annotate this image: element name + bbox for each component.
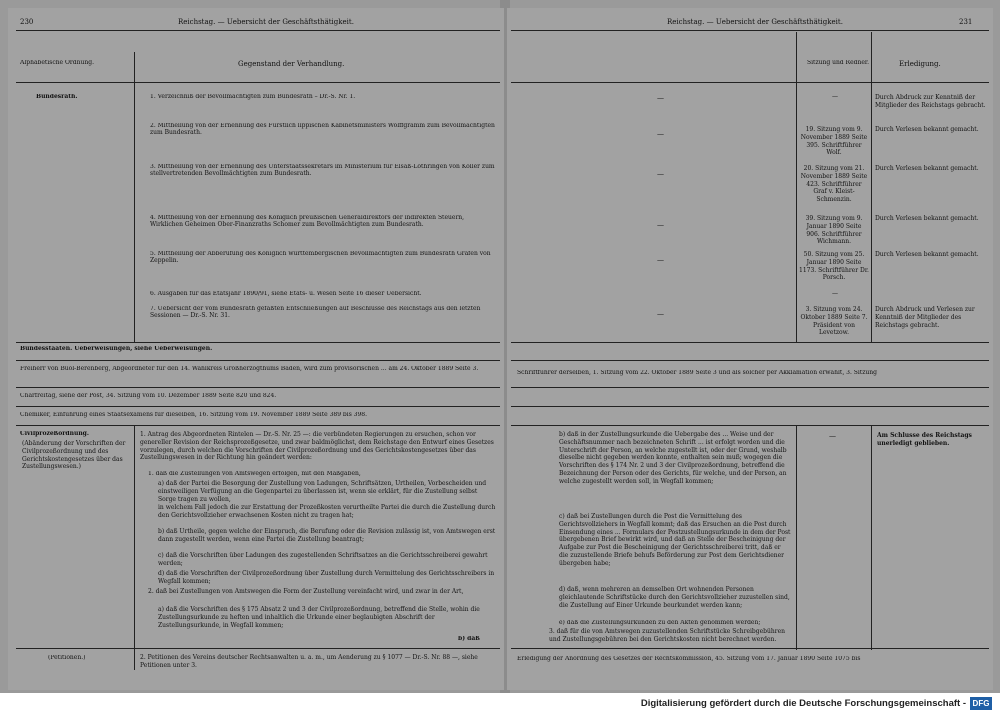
dash-empty: — [657,130,664,138]
list-item: 3. Mittheilung von der Ernennung des Unterstaatssekretärs im Ministerium für Elsaß-Lothringen von Köller zum stellvertretenden Bevollmächtigten zum Bundesrath. [150,164,495,177]
antrag-title: 1. Antrag des Abgeordneten Rintelen — Dr.-S. Nr. 25 —: die verbündeten Regierungen zu ersuchen, schon vor genereller Revision der Reichsprozeßgesetze, und zwar baldmöglichst, dem Reichstage den Entwurf eines Gesetzes vorzulegen, durch welchen die Vorschriften der Civilprozeßordnung und des Gerichtskostengesetzes über das Zustellungswesen in der Richtung hin geändert werden: [140,431,494,462]
list-item: 4. Mittheilung von der Ernennung des Königlich preußischen Generaldirektors der indirekten Steuern, Wirklichen Geheimen Ober-Finanzraths Schomer zum Bevollmächtigten zum Bundesrath. [150,215,465,228]
footer-bar [0,693,1000,715]
dash-empty: — [657,256,664,264]
petition-continuation: Erledigung der Anordnung des Gesetzes der Rechtskommission, 45. Sitzung vom 17. Januar 1890 Seite 1075 bis [517,656,861,662]
table-head-rule [511,82,989,83]
col-head-subject: Gegenstand der Verhandlung. [238,60,345,68]
col-head-alphabetical: Alphabetische Ordnung. [20,60,94,66]
list-item: 5. Mittheilung der Abberufung des Königlich württembergischen Bevollmächtigten zum Bundesrath Grafen von Zeppelin. [150,251,491,264]
col-head-erledigung: Erledigung. [899,60,941,68]
column-divider [134,425,135,670]
col-head-sitzung: Sitzung und Redner. [807,60,869,66]
entry-civilprozessordnung: Civilprozeßordnung. [20,431,89,437]
antrag-clause: a) daß die Vorschriften des § 175 Absatz 2 und 3 der Civilprozeßordnung, betreffend die Stelle, wohin die Zustellungsurkunde zu heften und inhaltlich die Urkunde einer beglaubigten Abschrift der Zustellungsurkunde, in Wegfall kommen; [158,606,480,629]
column-divider [871,32,872,342]
antrag-clause: b) daß Urtheile, gegen welche der Einspruch, die Berufung oder die Revision zulässig ist, von Amtswegen erst dann zugestellt werden, wenn eine Partei die Zustellung beantragt; [158,528,496,543]
entry-bundesstaaten: Bundesstaaten. Ueberweisungen, siehe Ueberweisungen. [20,346,213,352]
row-rule [16,425,500,426]
list-item: 7. Uebersicht der vom Bundesrath gefaßten Entschließungen auf Beschlüsse des Reichstags aus den letzten Sessionen — Dr.-S. Nr. 31. [150,306,481,319]
row-rule [511,342,989,343]
row-rule [511,387,989,388]
entry-petition: 2. Petitionen des Vereins deutscher Rechtsanwalten u. a. m., um Aenderung zu § 1077 — Dr.-S. Nr. 88 —, siehe Petitionen unter 3. [140,654,478,669]
row-rule [511,425,989,426]
sitzung-cell: 19. Sitzung vom 9. November 1889 Seite 395. Schriftführer Wolf. [800,126,868,157]
petitionen-label: (Petitionen.) [48,655,86,661]
running-head-right: Reichstag. — Uebersicht der Geschäftsthätigkeit. [667,18,843,26]
page-number-left: 230 [20,18,34,26]
left-page [8,8,504,690]
list-item: 2. Mittheilung von der Ernennung des Fürstlich lippischen Kabinetsministers Wolffgramm zum Bevollmächtigten zum Bundesrath. [150,123,495,136]
row-rule [511,360,989,361]
list-item: 1. Verzeichniß der Bevollmächtigten zum Bundesrath – Dr.-S. Nr. 1. [150,94,356,100]
page-number-right: 231 [959,18,973,26]
civil-erledigung: Am Schlusse des Reichstags unerledigt geblieben. [877,432,972,447]
column-divider [134,52,135,342]
civil-note: (Abänderung der Vorschriften der Civilprozeßordnung und des Gerichtskostengesetzes über das Zustellungswesen.) [22,440,126,471]
entry-charfreitag: Charfreitag, siehe der Post, 34. Sitzung vom 10. Dezember 1889 Seite 820 und 824. [20,393,277,399]
section-bundesrath: Bundesrath. [36,94,78,100]
civil-clause: d) daß, wenn mehreren an demselben Ort wohnenden Personen gleichlautende Schriftstücke durch den Gerichtsvollzieher zuzustellen sind, die Zustellung auf Einer Urkunde beurkundet werden kann; [559,586,790,609]
head-rule [16,30,500,31]
funding-credit: Digitalisierung gefördert durch die Deutsche Forschungsgemeinschaft - [640,698,966,709]
antrag-catchword: b) daß [458,636,480,642]
dash-empty: — [657,94,664,102]
civil-clause: c) daß bei Zustellungen durch die Post die Vermittelung des Gerichtsvollziehers in Wegfall kommt; daß das Ersuchen an die Post durch Einsendung eines ... Formulars der Postzustellungsurkunde in dem der Post übergebenen Brief bewirkt wird, und daß an Stelle der Bescheinigung der Aufgabe zur Post die Bescheinigung der Gerichtsschreiberei tritt, daß er die zuzustellende Briefe behufs Beförderung zur Post dem Gerichtsdiener übergeben habe; [559,513,791,567]
row-rule [16,360,500,361]
civil-clause: e) daß die Zustellungsurkunden zu den Akten genommen werden; [559,620,761,626]
antrag-clause: 1. daß die Zustellungen von Amtswegen erfolgen, mit den Maßgaben, [148,471,361,477]
row-rule [511,406,989,407]
antrag-clause: d) daß die Vorschriften der Civilprozeßordnung über Zustellung durch Vermittelung des Gerichtsschreibers in Wegfall kommen; [158,570,495,585]
erledigung-cell: Durch Abdruck zur Kenntniß der Mitglieder des Reichstags gebracht. [875,94,986,109]
civil-clause: b) daß in der Zustellungsurkunde die Uebergabe des ... Weise und der Geschäftsnummer nach bezeichneten Schrift ... ist erfolgt worden und die Unterschrift der Person, an welche zugestellt ist, oder der Grund, weshalb dieselbe nicht gegeben werden konnte, enthalten sein muß; wogegen die Vorschriften des § 174 Nr. 2 und 3 der Civilprozeßordnung, betreffend die Bezeichnung der Person oder des Gerichts, für welche, und der Person, an welche zugestellt werden soll, in Wegfall kommen; [559,431,787,485]
head-rule [511,30,989,31]
row-rule [511,648,989,649]
sitzung-cell: 39. Sitzung vom 9. Januar 1890 Seite 906. Schriftführer Wichmann. [805,215,863,246]
sitzung-cell: — [832,291,838,297]
sitzung-cell: 20. Sitzung vom 21. November 1889 Seite 423. Schriftführer Graf v. Kleist-Schmenzin. [800,165,868,204]
entry-buol: Freiherr von Buol-Berenberg, Abgeordneter für den 14. Wahlkreis Großherzogthums Baden, wird zum provisorischen ... am 24. Oktober 1889 Seite 3. [20,366,479,372]
antrag-clause: 2. daß bei Zustellungen von Amtswegen die Form der Zustellung vereinfacht wird, und zwar in der Art, [148,588,464,595]
list-item: 6. Ausgaben für das Etatsjahr 1890/91, siehe Etats- u. Wesen Seite 16 dieser Uebersicht. [150,291,422,297]
sitzung-cell: 50. Sitzung vom 25. Januar 1890 Seite 1173. Schriftführer Dr. Porsch. [799,251,869,282]
column-divider [796,425,797,650]
column-divider [871,425,872,650]
row-rule [16,387,500,388]
erledigung-cell: Durch Abdruck und Verlesen zur Kenntniß der Mitglieder des Reichstags gebracht. [875,306,975,329]
erledigung-cell: Durch Verlesen bekannt gemacht. [875,165,979,172]
dash-empty: — [657,221,664,229]
dash-empty: — [657,170,664,178]
civil-clause: 3. daß für die von Amtswegen zuzustellenden Schriftstücke Schreibgebühren und Zustellungsgebühren bei den Gerichtskosten nicht berechnet werden. [549,628,786,643]
antrag-clause: c) daß die Vorschriften über Ladungen des zugestellenden Schriftsatzes an die Gerichtsschreiberei gewahrt werden; [158,552,488,567]
right-page [507,8,993,690]
row-rule [16,648,500,649]
erledigung-cell: Durch Verlesen bekannt gemacht. [875,126,979,133]
row-rule [16,406,500,407]
dash-empty: — [829,432,836,440]
sitzung-cell: — [832,94,838,100]
dash-empty: — [657,310,664,318]
row-rule [16,342,500,343]
sitzung-cell: 3. Sitzung vom 24. Oktober 1889 Seite 7. Präsident von Levetzow. [800,306,868,337]
running-head-left: Reichstag. — Uebersicht der Geschäftsthätigkeit. [178,18,354,26]
column-divider [796,32,797,342]
dfg-logo: DFG [970,697,992,710]
erledigung-cell: Durch Verlesen bekannt gemacht. [875,251,979,258]
entry-chemiker: Chemiker, Einführung eines Staatsexamens für dieselben, 16. Sitzung vom 19. November 1889 Seite 389 bis 398. [20,412,368,418]
erledigung-cell: Durch Verlesen bekannt gemacht. [875,215,979,222]
antrag-clause: a) daß der Partei die Besorgung der Zustellung von Ladungen, Schriftsätzen, Urtheilen, Vorbescheiden und einstweiligen Verfügung an die Gegenpartei zu überlassen ist, wenn sie erklärt, für die Zustellung selbst Sorge tragen zu wollen, [158,480,487,503]
buol-continuation: Schriftführer derselben, 1. Sitzung vom 22. Oktober 1889 Seite 3 und als solcher per Akklamation erwählt, 3. Sitzung [517,370,877,376]
table-head-rule [16,82,500,83]
antrag-clause: in welchem Fall jedoch die zur Erstattung der Prozeßkosten verurtheilte Partei die durch die Zustellung durch den Gerichtsvollzieher erwachsenen Kosten nicht zu tragen hat; [158,504,496,519]
